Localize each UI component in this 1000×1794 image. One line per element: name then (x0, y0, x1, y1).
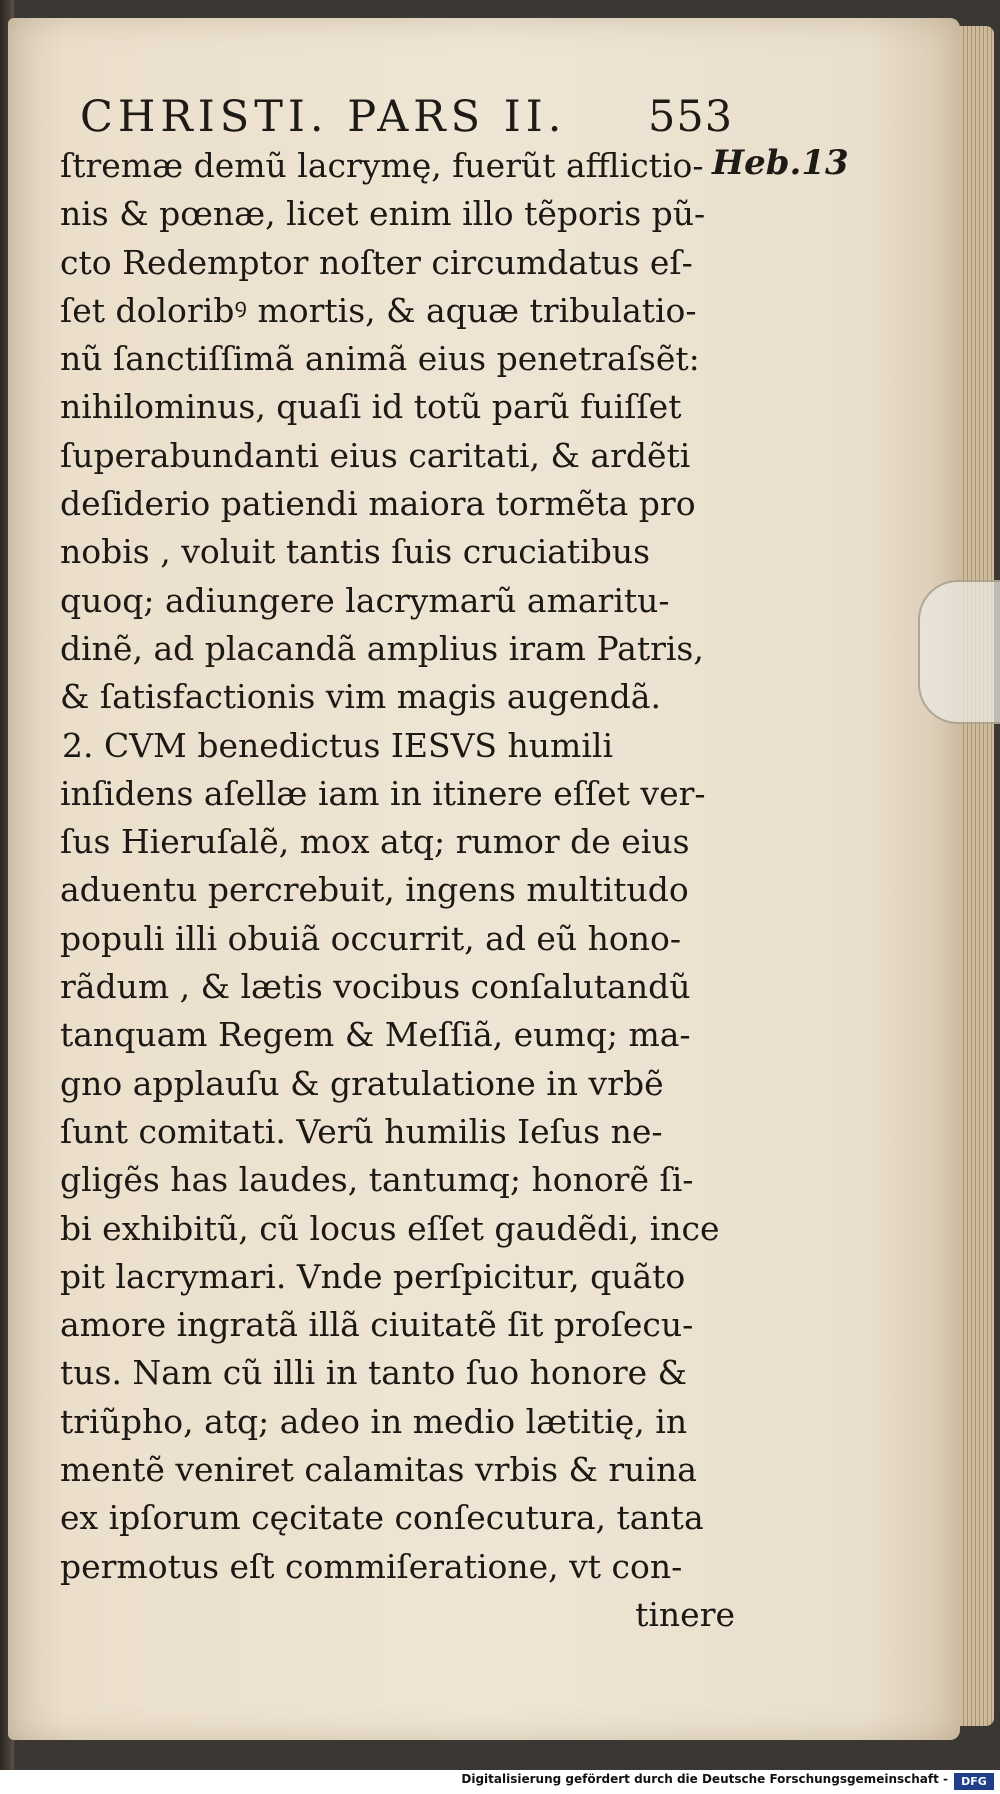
text-line: dinẽ, ad placandã amplius iram Patris, (60, 628, 704, 668)
text-line: ſunt comitati. Verũ humilis Ieſus ne- (60, 1111, 663, 1151)
text-line: inſidens aſellæ iam in itinere eſſet ver- (60, 773, 706, 813)
catchword: tinere (635, 1594, 735, 1634)
text-line: & ſatisfactionis vim magis augendã. (60, 677, 661, 717)
text-line: bi exhibitũ, cũ locus eſſet gaudẽdi, ince (60, 1208, 720, 1248)
text-line: ſtremæ demũ lacrymę, fuerũt afflictio- (60, 146, 704, 185)
text-line: amore ingratã illã ciuitatẽ ſit proſecu- (60, 1305, 694, 1345)
text-line: ſet doloribꝰ mortis, & aquæ tribulatio- (60, 290, 697, 330)
footer-credit: Digitalisierung gefördert durch die Deutsche Forschungsgemeinschaft - (461, 1772, 948, 1786)
text-line: triũpho, atq; adeo in medio lætitię, in (60, 1401, 688, 1441)
text-line: 2. CVM benedictus IESVS humili (62, 725, 613, 765)
page-number: 553 (648, 92, 734, 142)
text-line: rãdum , & lætis vocibus conſalutandũ (60, 967, 691, 1007)
text-line: pit lacrymari. Vnde perſpicitur, quãto (60, 1256, 686, 1296)
text-line: nis & pœnæ, licet enim illo tẽporis pũ- (60, 194, 706, 234)
text-line: aduentu percrebuit, ingens multitudo (60, 870, 689, 910)
page-stack-edge (960, 26, 994, 1726)
text-line: cto Redemptor noſter circumdatus eſ- (60, 242, 693, 282)
text-line: tanquam Regem & Meſſiã, eumq; ma- (60, 1015, 691, 1055)
text-line: nobis , voluit tantis ſuis cruciatibus (60, 532, 651, 572)
text-line: gligẽs has laudes, tantumq; honorẽ ſi- (60, 1160, 694, 1200)
running-head-title: CHRISTI. PARS II. (80, 92, 567, 142)
body-text (60, 142, 740, 1639)
text-line: quoq; adiungere lacrymarũ amaritu- (60, 580, 670, 620)
page-tab-marker (918, 580, 1000, 724)
margin-note: Heb.13 (712, 143, 849, 183)
text-line: nihilominus, quaſi id totũ parũ fuiſſet (60, 387, 682, 427)
footer-bar (0, 1770, 1000, 1794)
text-line: ex ipſorum cęcitate conſecutura, tanta (60, 1498, 704, 1538)
text-line: permotus eſt commiſeratione, vt con- (60, 1546, 683, 1586)
dfg-logo: DFG (954, 1773, 994, 1790)
text-line: deſiderio patiendi maiora tormẽta pro (60, 484, 696, 524)
running-header (70, 92, 734, 148)
text-line: populi illi obuiã occurrit, ad eũ hono- (60, 918, 682, 958)
text-line: mentẽ veniret calamitas vrbis & ruina (60, 1450, 697, 1490)
text-line: ſuperabundanti eius caritati, & ardẽti (60, 435, 691, 475)
text-line: ſus Hieruſalẽ, mox atq; rumor de eius (60, 822, 690, 862)
text-line: tus. Nam cũ illi in tanto ſuo honore & (60, 1353, 688, 1393)
text-line: gno applauſu & gratulatione in vrbẽ (60, 1063, 664, 1103)
text-line: nũ ſanctiſſimã animã eius penetraſsẽt: (60, 339, 700, 379)
